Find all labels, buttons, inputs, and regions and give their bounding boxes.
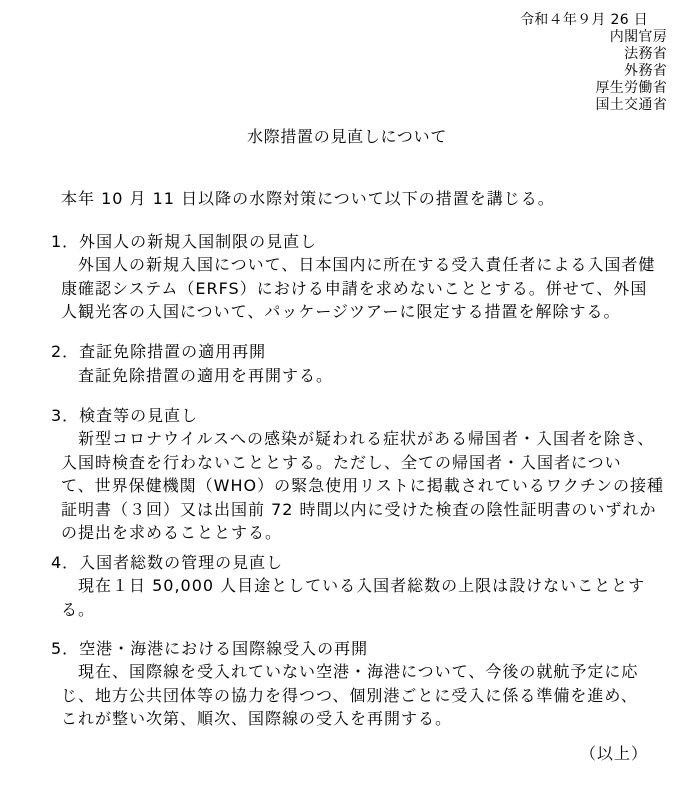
body-line: 新型コロナウイルスへの感染が疑われる症状がある帰国者・入国者を除き、 [78,429,655,448]
body-line: 康確認システム（ERFS）における申請を求めないこととする。併せて、外国 [61,278,648,298]
sender-organization: 内閣官房 [609,29,667,45]
body-line: 査証免除措置の適用を再開する。 [78,366,334,385]
body-line: て、世界保健機関（WHO）の緊急使用リストに掲載されているワクチンの接種 [61,476,665,495]
intro-paragraph: 本年 10 月 11 日以降の水際対策について以下の措置を講じる。 [61,189,555,208]
body-line: 人観光客の入国について、パッケージツアーに限定する措置を解除する。 [61,302,621,321]
body-line: る。 [61,599,96,619]
section-2-paragraph [61,364,333,388]
sender-organization: 厚生労働省 [595,80,667,96]
sender-organization: 外務省 [624,63,667,79]
section-5-paragraph [61,660,638,731]
document-title: 水際措置の見直しについて [246,127,448,146]
section-3-paragraph [61,427,664,545]
sender-organization: 法務省 [624,46,667,62]
section-1-paragraph [61,253,655,324]
section-4-heading: 4．入国者総数の管理の見直し [51,553,284,572]
sender-organization: 国土交通省 [595,97,667,113]
body-line: の提出を求めることとする。 [61,523,283,542]
body-line: じ、地方公共団体等の協力を得つつ、個別港ごとに受入に係る準備を進め、 [61,685,638,705]
body-line: 現在１日 50,000 人目途としている入国者総数の上限は設けないこととす [78,576,646,595]
section-4-paragraph [61,574,645,621]
body-line: 入国時検査を行わないこととする。ただし、全ての帰国者・入国者につい [61,452,622,472]
body-line: 外国人の新規入国について、日本国内に所在する受入責任者による入国者健 [78,255,656,274]
section-2-heading: 2．査証免除措置の適用再開 [51,342,267,361]
section-1-heading: 1．外国人の新規入国制限の見直し [51,232,318,251]
document-header [520,12,667,114]
body-line: これが整い次第、順次、国際線の受入を再開する。 [61,709,453,728]
section-5-heading: 5．空港・海港における国際線受入の再開 [51,639,369,658]
section-3-heading: 3．検査等の見直し [51,406,199,425]
body-line: 現在、国際線を受入れていない空港・海港について、今後の就航予定に応 [78,662,639,681]
body-line: 証明書（３回）又は出国前 72 時間以内に受けた検査の陰性証明書のいずれか [61,499,657,519]
closing-text: （以上） [579,744,648,763]
document-date: 令和４年９月 26 日 [519,12,648,28]
